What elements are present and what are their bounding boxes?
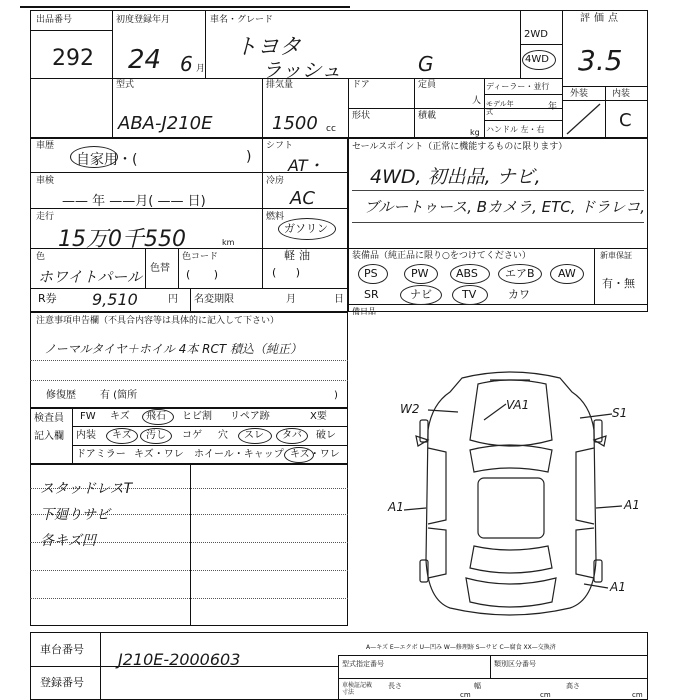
insp-x: X要 <box>310 411 327 422</box>
class-label: 類別区分番号 <box>494 660 536 668</box>
extra-label: 備日品 <box>352 307 376 316</box>
lot-no: 292 <box>52 46 94 71</box>
color-value: ホワイトパール <box>38 268 142 286</box>
mileage-label: 走行 <box>36 212 55 222</box>
mark-right: A1 <box>624 498 640 512</box>
dealer-label: ディーラー・並行 <box>486 82 550 91</box>
equip-tv: TV <box>462 288 477 301</box>
new-reg-value: 有・無 <box>602 277 635 290</box>
insp-tear: 破レ <box>316 430 336 441</box>
legend: A—キズ E—エクボ U—凹み W—修理跡 S—サビ C—腐食 XX—交換済 <box>366 644 556 651</box>
name-change-day: 日 <box>334 294 344 305</box>
insp-wheel-dmg: キズ・ワレ <box>290 449 340 460</box>
length-cm: cm <box>460 691 471 699</box>
first-reg-label: 初度登録年月 <box>116 15 171 25</box>
first-reg-month: 6 <box>180 52 193 76</box>
inspection-label: 車検 <box>36 176 55 186</box>
cert-label: 型式指定番号 <box>342 660 384 668</box>
grade: G <box>418 52 434 76</box>
width-cm: cm <box>540 691 551 699</box>
inspector-label1: 検査員 <box>34 413 64 424</box>
equip-leather: カワ <box>508 288 530 301</box>
fuel-label: 燃料 <box>266 212 285 222</box>
mileage-value: 15万0千550 <box>58 227 186 252</box>
color-label: 色 <box>36 252 46 262</box>
chassis-value: J210E-2000603 <box>118 650 241 669</box>
load-label: 積載 <box>418 111 437 121</box>
color-code-label: 色コード <box>182 252 219 262</box>
insp-mirror: ドアミラー <box>76 449 126 460</box>
recycle-value: 9,510 <box>92 290 138 309</box>
score-label: 評価点 <box>580 13 622 24</box>
color-code-paren: ( ) <box>186 268 229 281</box>
sales-points-line2: ブルートゥース, Bカメラ, ETC, ドラレコ, <box>364 198 646 216</box>
ac-label: 冷房 <box>266 176 285 186</box>
shift-label: シフト <box>266 141 294 151</box>
person-unit: 人 <box>472 96 482 106</box>
shift-value: AT・ <box>288 156 324 175</box>
equip-pw: PW <box>411 267 429 280</box>
type-value: ABA-J210E <box>118 113 213 134</box>
exterior-label: 外装 <box>570 89 589 99</box>
insp-mirror-dmg: キズ・ワレ <box>134 449 184 460</box>
inspector-label2: 記入欄 <box>34 431 64 442</box>
equip-ps: PS <box>364 267 378 280</box>
memo-line-2: 下廻りサビ <box>40 507 110 523</box>
insp-rub: スレ <box>244 430 264 441</box>
mark-left: A1 <box>388 500 404 514</box>
mark-front-right: S1 <box>612 406 628 420</box>
notes-content: ノーマルタイヤ＋ホイル 4本 RCT 積込（純正） <box>44 342 303 356</box>
model-year-label: モデル年式 <box>486 100 514 116</box>
name-change-label: 名変期限 <box>194 294 234 305</box>
displacement-label: 排気量 <box>266 80 294 90</box>
insp-chip: 飛石 <box>146 411 166 422</box>
notes-label: 注意事項申告欄（不具合内容等は具体的に記入して下さい） <box>36 316 280 326</box>
first-reg-year: 24 <box>128 45 162 75</box>
type-label: 型式 <box>116 80 135 90</box>
lot-no-label: 出品番号 <box>36 15 73 25</box>
insp-wheel: ホイール・キャップ <box>194 449 284 460</box>
mark-front-left: W2 <box>400 402 420 416</box>
insp-fw: FW <box>80 411 96 422</box>
handle-label: ハンドル 左・右 <box>486 125 545 134</box>
width-label: 幅 <box>474 682 481 690</box>
repair-close: ) <box>334 390 338 401</box>
equip-navi: ナビ <box>410 288 432 301</box>
drive-2wd: 2WD <box>524 29 548 40</box>
ac-value: AC <box>290 188 315 209</box>
yen-unit: 円 <box>168 294 178 305</box>
sales-points-line1: 4WD, 初出品, ナビ, <box>370 166 541 188</box>
door-label: ドア <box>352 80 370 90</box>
insp-tobacco: タバ <box>282 430 302 441</box>
equip-sr: SR <box>364 288 379 301</box>
interior-label: 内装 <box>612 89 631 99</box>
color-change-label: 色替 <box>150 263 170 274</box>
equip-airbag: エアB <box>505 267 535 280</box>
score: 3.5 <box>578 44 623 77</box>
capacity-label: 定員 <box>418 80 437 90</box>
insp-interior: 内装 <box>76 430 96 441</box>
shape-label: 形状 <box>352 111 371 121</box>
make: トヨタ <box>235 35 302 60</box>
insp-burn: コゲ <box>182 430 202 441</box>
new-reg-label: 新車保証 <box>600 251 632 260</box>
fuel-light: 軽油 <box>284 249 314 262</box>
usage-close: ) <box>246 149 252 165</box>
repair-label: 修復歴 <box>46 390 76 401</box>
cc-unit: cc <box>326 124 336 134</box>
fuel-gas: ガソリン <box>284 222 328 235</box>
model: ラッシュ <box>262 58 342 82</box>
month-unit: 月 <box>196 64 206 74</box>
name-change-month: 月 <box>286 294 296 305</box>
insp-hole: 穴 <box>218 430 228 441</box>
displacement-value: 1500 <box>272 113 318 134</box>
height-cm: cm <box>632 691 643 699</box>
usage-label: 車歴 <box>36 141 55 151</box>
inspection-value: —— 年 ——月( —— 日) <box>62 194 206 209</box>
fuel-paren: ( ) <box>272 266 309 279</box>
insp-scratch: キズ <box>110 411 130 422</box>
mark-rear-right: A1 <box>610 580 626 594</box>
insp-repair: リペア跡 <box>230 411 270 422</box>
interior-grade: C <box>619 110 632 131</box>
insp-int-scratch: キズ <box>112 430 132 441</box>
memo-line-3: 各キズ凹 <box>40 533 96 549</box>
usage-value: 自家用・( <box>76 152 138 168</box>
length-label: 長さ <box>388 682 402 690</box>
chassis-label: 車台番号 <box>40 643 84 656</box>
recycle-label: R券 <box>38 292 57 305</box>
drive-4wd: 4WD <box>525 54 549 65</box>
insp-crack: ヒビ割 <box>182 411 212 422</box>
insp-dirty: 汚し <box>146 430 166 441</box>
height-label: 高さ <box>566 682 580 690</box>
make-grade-label: 車名・グレード <box>210 15 274 25</box>
equip-aw: AW <box>558 267 576 280</box>
mark-front: VA1 <box>506 398 530 412</box>
km-unit: km <box>222 238 235 247</box>
repair-value: 有 (箇所 <box>100 390 138 401</box>
memo-line-1: スタッドレスT <box>40 481 133 497</box>
reg-label: 登録番号 <box>40 676 84 689</box>
year-unit: 年 <box>548 102 558 112</box>
equip-abs: ABS <box>456 267 478 280</box>
equipment-label: 装備品（純正品に限り○をつけてください） <box>352 251 531 261</box>
dim-label: 車検証記載寸法 <box>342 682 373 696</box>
sales-points-label: セールスポイント（正常に機能するものに限ります） <box>352 142 568 152</box>
kg-unit: kg <box>470 128 480 137</box>
